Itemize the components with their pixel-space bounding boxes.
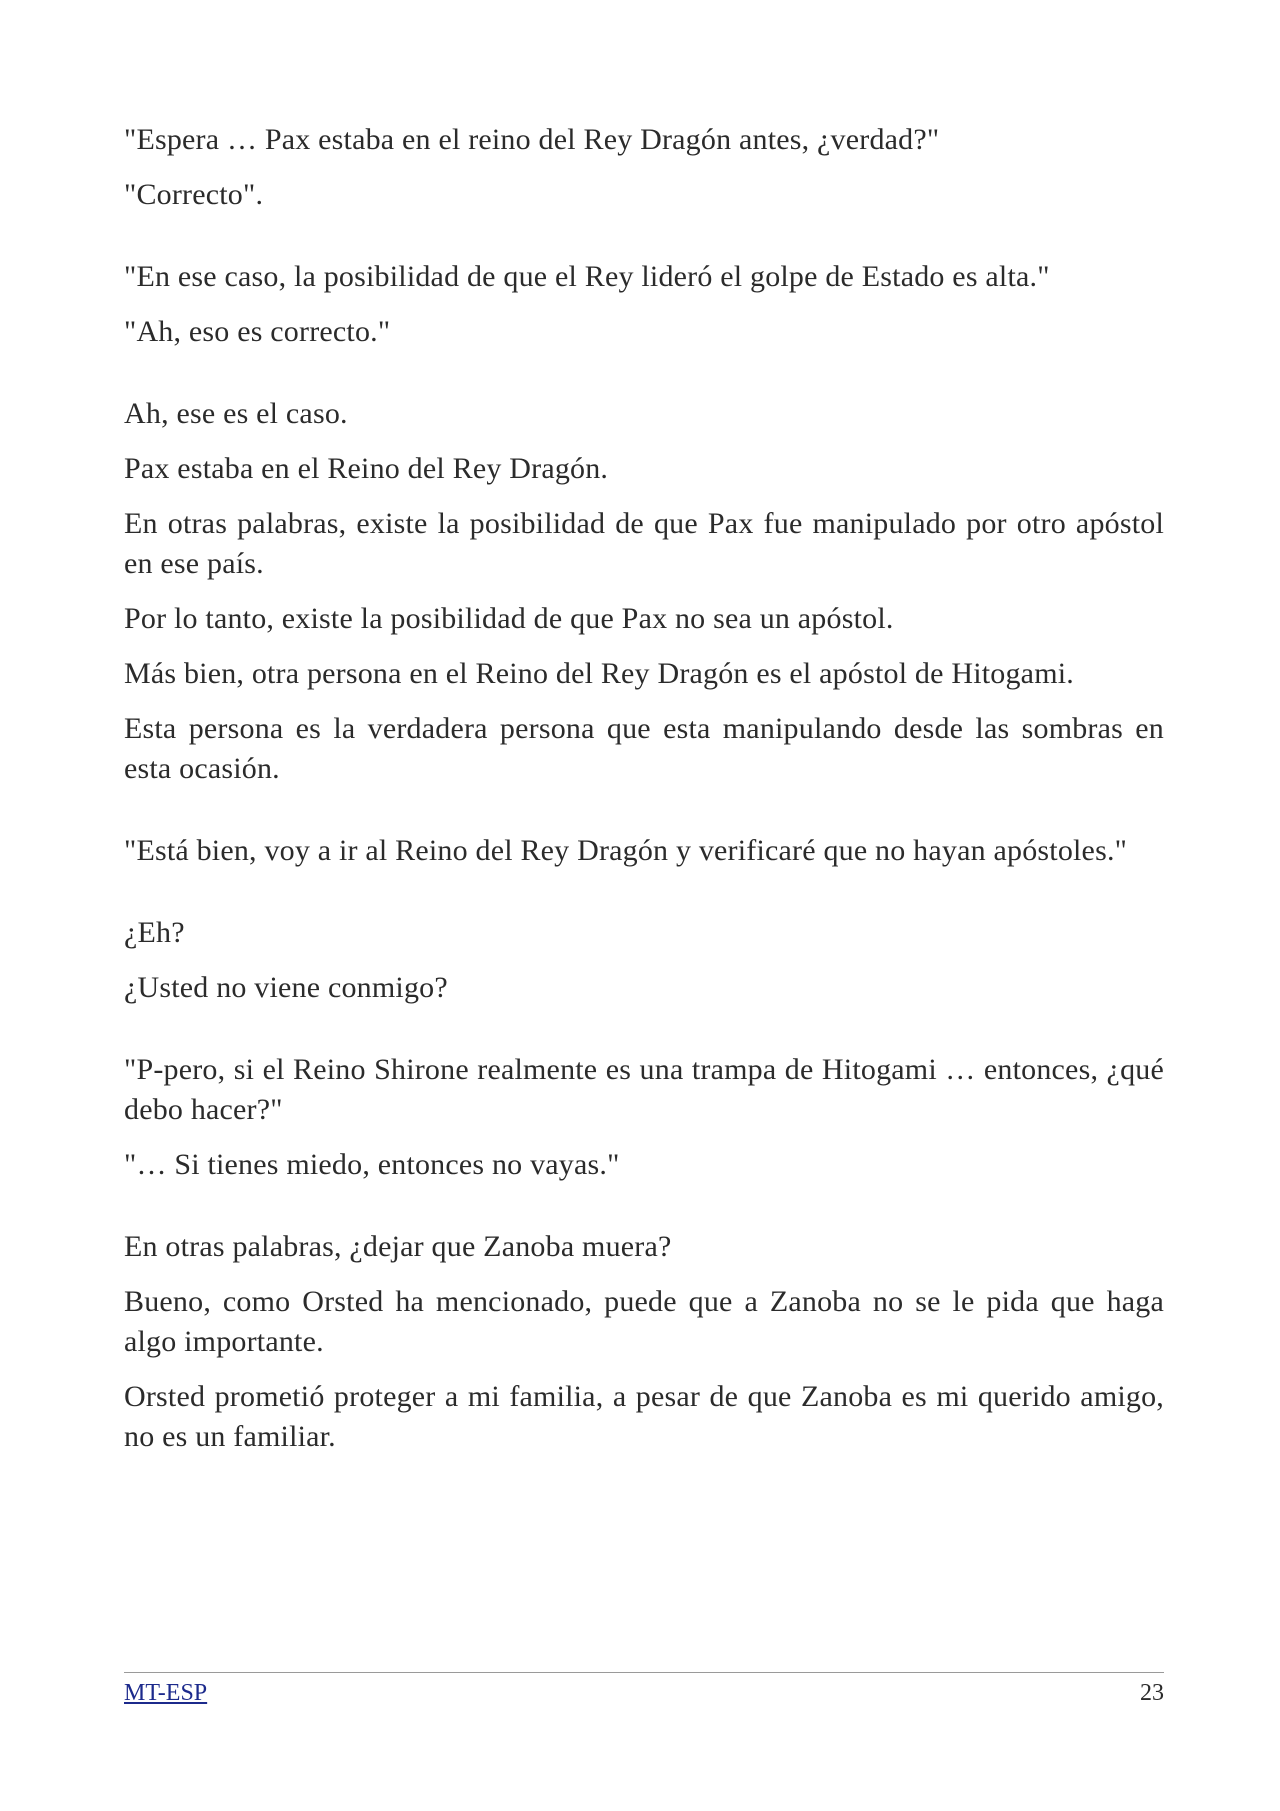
paragraph: En otras palabras, ¿dejar que Zanoba muera? — [124, 1230, 672, 1263]
paragraph: ¿Usted no viene conmigo? — [124, 971, 448, 1004]
footer-divider — [124, 1672, 1164, 1673]
paragraph: "… Si tienes miedo, entonces no vayas." — [124, 1148, 620, 1181]
paragraph: Bueno, como Orsted ha mencionado, puede que a Zanoba no se le pida que haga algo importante. — [124, 1285, 1164, 1358]
paragraph: Más bien, otra persona en el Reino del Rey Dragón es el apóstol de Hitogami. — [124, 657, 1074, 690]
paragraph: Ah, ese es el caso. — [124, 397, 348, 430]
paragraph: Pax estaba en el Reino del Rey Dragón. — [124, 452, 609, 485]
paragraph: "Espera … Pax estaba en el reino del Rey Dragón antes, ¿verdad?" — [124, 123, 940, 156]
paragraph: "P-pero, si el Reino Shirone realmente es una trampa de Hitogami … entonces, ¿qué debo hacer?" — [124, 1053, 1164, 1126]
paragraph: "Correcto". — [124, 178, 264, 211]
page-body — [124, 120, 1164, 1472]
page-footer — [124, 1676, 1164, 1710]
page-number: 23 — [1140, 1680, 1164, 1706]
footer-link-mt-esp[interactable]: MT-ESP — [124, 1680, 208, 1706]
paragraph: Orsted prometió proteger a mi familia, a pesar de que Zanoba es mi querido amigo, no es un familiar. — [124, 1380, 1164, 1453]
paragraph: "Está bien, voy a ir al Reino del Rey Dragón y verificaré que no hayan apóstoles." — [124, 834, 1128, 867]
paragraph: "En ese caso, la posibilidad de que el Rey lideró el golpe de Estado es alta." — [124, 260, 1050, 293]
paragraph: En otras palabras, existe la posibilidad de que Pax fue manipulado por otro apóstol en ese país. — [124, 507, 1164, 580]
paragraph: Esta persona es la verdadera persona que esta manipulando desde las sombras en esta ocasión. — [124, 712, 1164, 785]
paragraph: "Ah, eso es correcto." — [124, 315, 391, 348]
paragraph: Por lo tanto, existe la posibilidad de que Pax no sea un apóstol. — [124, 602, 894, 635]
paragraph: ¿Eh? — [124, 916, 185, 949]
